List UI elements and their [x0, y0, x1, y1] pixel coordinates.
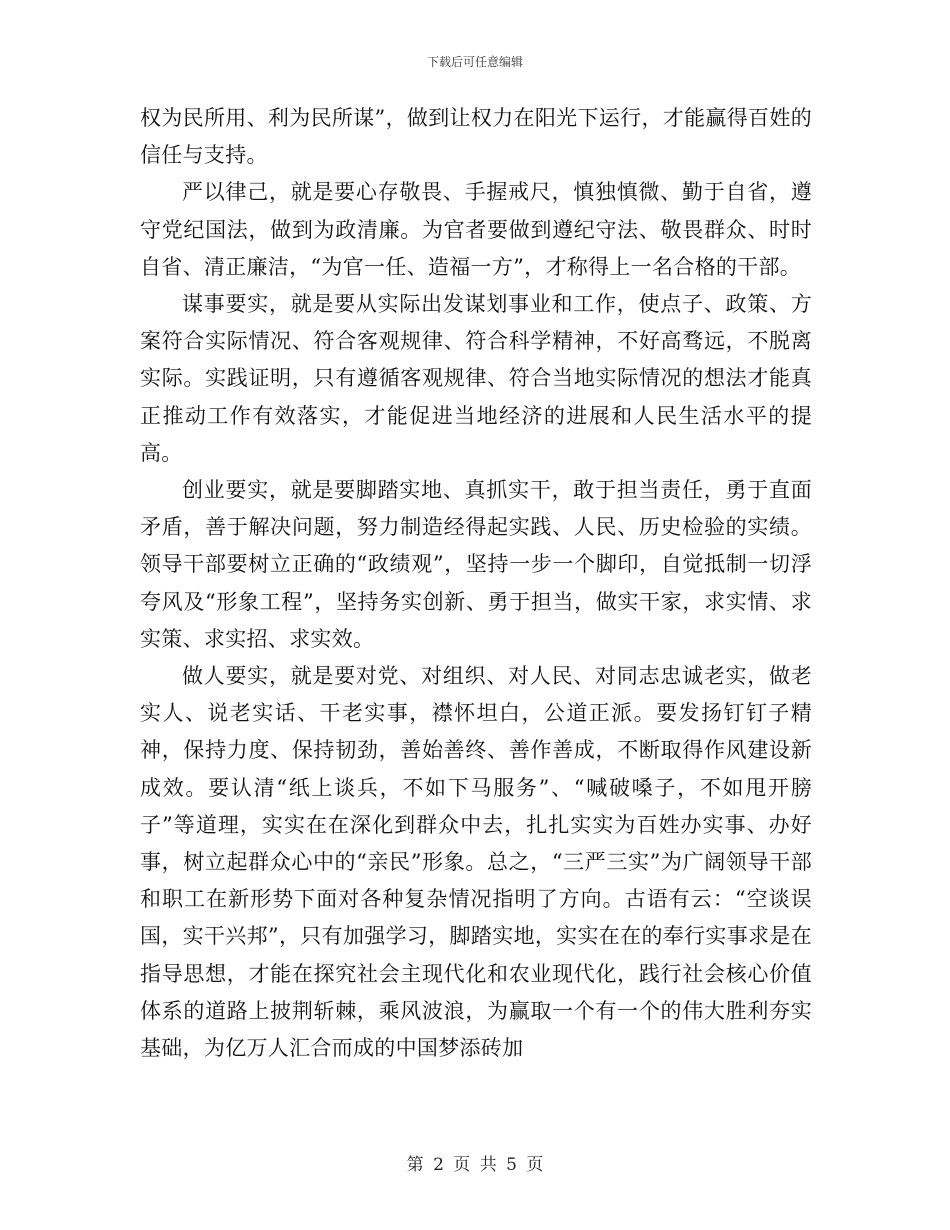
paragraph: 谋事要实，就是要从实际出发谋划事业和工作，使点子、政策、方案符合实际情况、符合客观规律、符合科学精神，不好高骛远，不脱离实际。实践证明，只有遵循客观规律、符合当地实际情况的想法才能真正推动工作有效落实，才能促进当地经济的进展和人民生活水平的提高。 [140, 292, 812, 465]
paragraph: 创业要实，就是要脚踏实地、真抓实干，敢于担当责任，勇于直面矛盾，善于解决问题，努力制造经得起实践、人民、历史检验的实绩。领导干部要树立正确的“政绩观”，坚持一步一个脚印，自觉抵制一切浮夸风及“形象工程”，坚持务实创新、勇于担当，做实干家，求实情、求实策、求实招、求实效。 [140, 478, 812, 651]
page-header: 下载后可任意编辑 [426, 55, 523, 69]
page-footer: 第 2 页 共 5 页 [406, 1155, 544, 1175]
paragraph: 权为民所用、利为民所谋”，做到让权力在阳光下运行，才能赢得百姓的信任与支持。 [140, 106, 812, 168]
body-text [140, 100, 812, 1067]
paragraph: 做人要实，就是要对党、对组织、对人民、对同志忠诚老实，做老实人、说老实话、干老实事，襟怀坦白，公道正派。要发扬钉钉子精神，保持力度、保持韧劲，善始善终、善作善成，不断取得作风建设新成效。要认清“纸上谈兵，不如下马服务”、“喊破嗓子，不如甩开膀子”等道理，实实在在深化到群众中去，扎扎实实为百姓办实事、办好事，树立起群众心中的“亲民”形象。总之，“三严三实”为广阔领导干部和职工在新形势下面对各种复杂情况指明了方向。古语有云：“空谈误国，实干兴邦”，只有加强学习，脚踏实地，实实在在的奉行实事求是在指导思想，才能在探究社会主现代化和农业现代化，践行社会核心价值体系的道路上披荆斩棘，乘风波浪，为赢取一个有一个的伟大胜利夯实基础，为亿万人汇合而成的中国梦添砖加 [140, 664, 812, 1061]
paragraph: 严以律己，就是要心存敬畏、手握戒尺，慎独慎微、勤于自省，遵守党纪国法，做到为政清廉。为官者要做到遵纪守法、敬畏群众、时时自省、清正廉洁，“为官一任、造福一方”，才称得上一名合格的干部。 [140, 180, 812, 279]
